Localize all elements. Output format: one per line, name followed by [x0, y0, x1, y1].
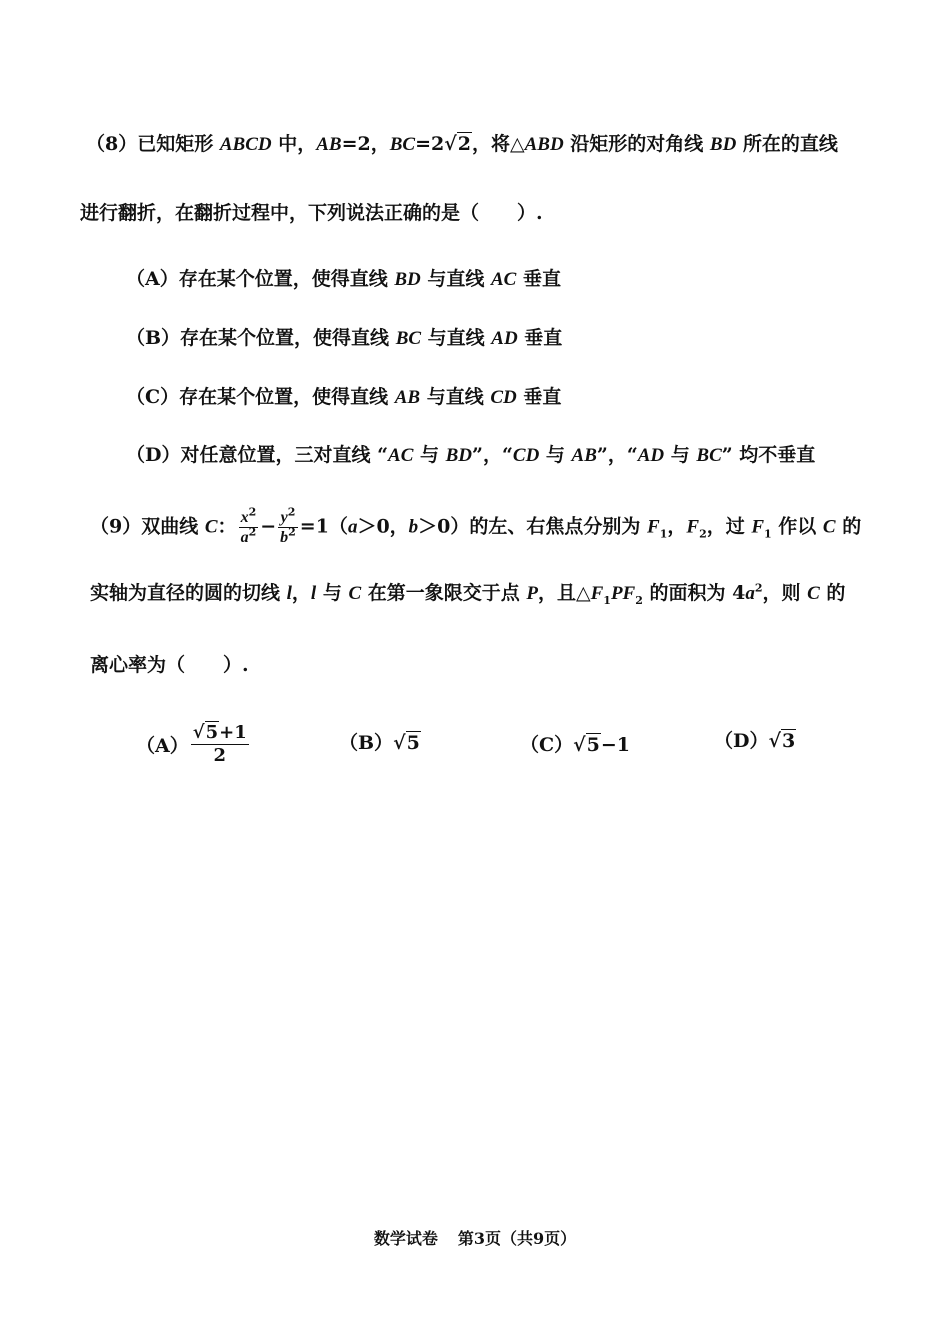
q9-number: （9） [90, 515, 142, 538]
line-label: AC [491, 269, 517, 290]
focus-f2: F [686, 516, 700, 538]
sqrt-symbol: √3 [768, 730, 796, 752]
var-b: b [408, 516, 419, 538]
line-label: BC [395, 328, 422, 349]
q8-text: 所在的直线 [736, 133, 838, 155]
exponent: 2 [288, 525, 296, 539]
option-text: （D）对任意位置，三对直线 “ [126, 444, 389, 466]
q9-text: 在第一象限交于点 [361, 582, 527, 604]
q8-text: 已知矩形 [137, 133, 220, 155]
q9-text: 实轴为直径的圆的切线 [90, 582, 287, 604]
page-footer [0, 1226, 950, 1249]
option-text: （B）存在某个位置，使得直线 [126, 327, 396, 349]
q9-option-c [520, 730, 630, 757]
radicand: 5 [205, 722, 219, 743]
radicand: 3 [781, 730, 796, 752]
q8-line-1 [86, 131, 838, 158]
focus-f1: F [647, 516, 660, 538]
q9-option-a [136, 722, 251, 767]
q8-segment-bc: BC [389, 134, 416, 155]
line-label: CD [512, 445, 540, 466]
q9-text: ＞0， [357, 515, 409, 538]
option-text: 与直线 [421, 327, 492, 349]
sqrt-symbol: √2 [444, 133, 471, 155]
footer-subject: 数学试卷 [373, 1229, 438, 1248]
denominator: 2 [213, 745, 226, 766]
q9-text: 的面积为 4 [642, 582, 746, 604]
focus-f1: F [751, 516, 765, 538]
option-text: ” 均不垂直 [721, 444, 816, 466]
q9-text: 与 [316, 582, 349, 604]
option-a-fraction [191, 722, 249, 767]
line-label: BD [445, 445, 473, 466]
q8-segment-ab: AB [316, 134, 342, 155]
line-label: AD [491, 328, 518, 349]
q9-line-2 [90, 580, 845, 607]
point-p: P [526, 583, 538, 604]
q8-text: 沿矩形的对角线 [563, 133, 710, 155]
line-label: AB [394, 387, 421, 408]
option-text: 垂直 [517, 327, 563, 349]
q8-option-d [126, 442, 815, 469]
subscript: 2 [699, 527, 707, 541]
curve-label: C [204, 516, 218, 538]
radicand: 5 [586, 734, 600, 756]
line-label: AD [637, 445, 665, 466]
tangent-label: l [286, 583, 292, 604]
option-label: （A） [136, 735, 189, 757]
q9-text: =1（ [299, 515, 348, 538]
q8-text: =2， [341, 133, 390, 155]
subscript: 1 [659, 527, 668, 541]
q9-text: ， [291, 582, 311, 604]
option-text: 与 [413, 444, 446, 466]
line-label: AB [571, 445, 597, 466]
q9-text: 的 [835, 515, 862, 538]
fraction-x2-a2 [239, 505, 259, 547]
curve-label: C [807, 583, 820, 604]
q9-line-3: 离心率为（ ）. [90, 654, 249, 676]
var-x: x [240, 509, 249, 526]
option-text: 与直线 [420, 268, 491, 290]
q8-option-b [126, 325, 562, 352]
tangent-label: l [310, 583, 317, 604]
option-text: （A）存在某个位置，使得直线 [126, 268, 395, 290]
curve-label: C [822, 516, 836, 538]
q8-number: （8） [86, 133, 138, 155]
focus-f1: F [590, 583, 604, 604]
q8-text: ，将△ [471, 133, 525, 155]
var-a: a [347, 516, 358, 538]
q9-text: 作以 [771, 515, 823, 538]
option-label: （C） [520, 734, 574, 756]
option-text: 与 [664, 444, 697, 466]
q9-option-d [714, 726, 796, 753]
q8-option-a [126, 266, 561, 293]
q8-line-2: 进行翻折，在翻折过程中，下列说法正确的是（ ）. [80, 202, 543, 224]
q8-triangle-label: ABD [524, 134, 564, 155]
q8-option-c [126, 384, 561, 411]
option-text: ”，“ [472, 444, 513, 466]
line-label: AC [388, 445, 414, 466]
q9-line-1 [90, 505, 862, 547]
exponent: 2 [248, 505, 257, 519]
subscript: 1 [603, 593, 611, 607]
option-text: 垂直 [516, 268, 561, 290]
sqrt-symbol: √5 [192, 722, 219, 743]
subscript: 2 [635, 593, 643, 607]
option-text: 与 [539, 444, 572, 466]
q9-text: 双曲线 [141, 515, 205, 538]
q9-text: ： [217, 515, 237, 538]
exponent: 2 [754, 581, 763, 595]
exponent: 2 [248, 525, 257, 539]
var-a: a [745, 583, 755, 604]
q8-diagonal-bd: BD [709, 134, 737, 155]
curve-label: C [348, 583, 362, 604]
option-text: 垂直 [516, 386, 562, 408]
q9-text: 的 [819, 582, 846, 604]
plus-one: +1 [219, 722, 247, 743]
q9-text: ，过 [706, 515, 752, 538]
sqrt-symbol: √5 [393, 732, 420, 754]
option-text: （C）存在某个位置，使得直线 [126, 386, 395, 408]
option-text: 与直线 [420, 386, 491, 408]
option-label: （B） [339, 732, 394, 754]
option-label: （D） [714, 730, 769, 752]
fraction-y2-b2 [278, 505, 298, 547]
line-label: BD [394, 269, 421, 290]
footer-page-number: 第3页（共9页） [457, 1229, 577, 1248]
minus-one: −1 [600, 734, 630, 756]
q8-rect-label: ABCD [219, 134, 272, 155]
exponent: 2 [287, 505, 296, 519]
var-a: a [240, 529, 249, 546]
var-b: b [280, 529, 289, 546]
sqrt-symbol: √5 [573, 734, 600, 756]
option-text: ”，“ [596, 444, 638, 466]
q9-text: ＞0）的左、右焦点分别为 [418, 515, 648, 538]
q9-option-b [339, 728, 421, 755]
q8-text: =2 [415, 133, 445, 155]
focus-f2: F [622, 583, 636, 604]
point-p: P [610, 583, 623, 604]
q8-text: 中， [271, 133, 317, 155]
radicand: 5 [406, 732, 420, 754]
line-label: BC [696, 445, 722, 466]
q9-text: ，则 [762, 582, 808, 604]
subscript: 1 [764, 527, 772, 541]
minus-sign: − [260, 515, 277, 538]
line-label: CD [490, 387, 517, 408]
q8-radicand: 2 [457, 133, 471, 155]
q9-text: ， [667, 515, 687, 538]
var-y: y [280, 509, 288, 526]
q9-text: ，且△ [537, 582, 591, 604]
